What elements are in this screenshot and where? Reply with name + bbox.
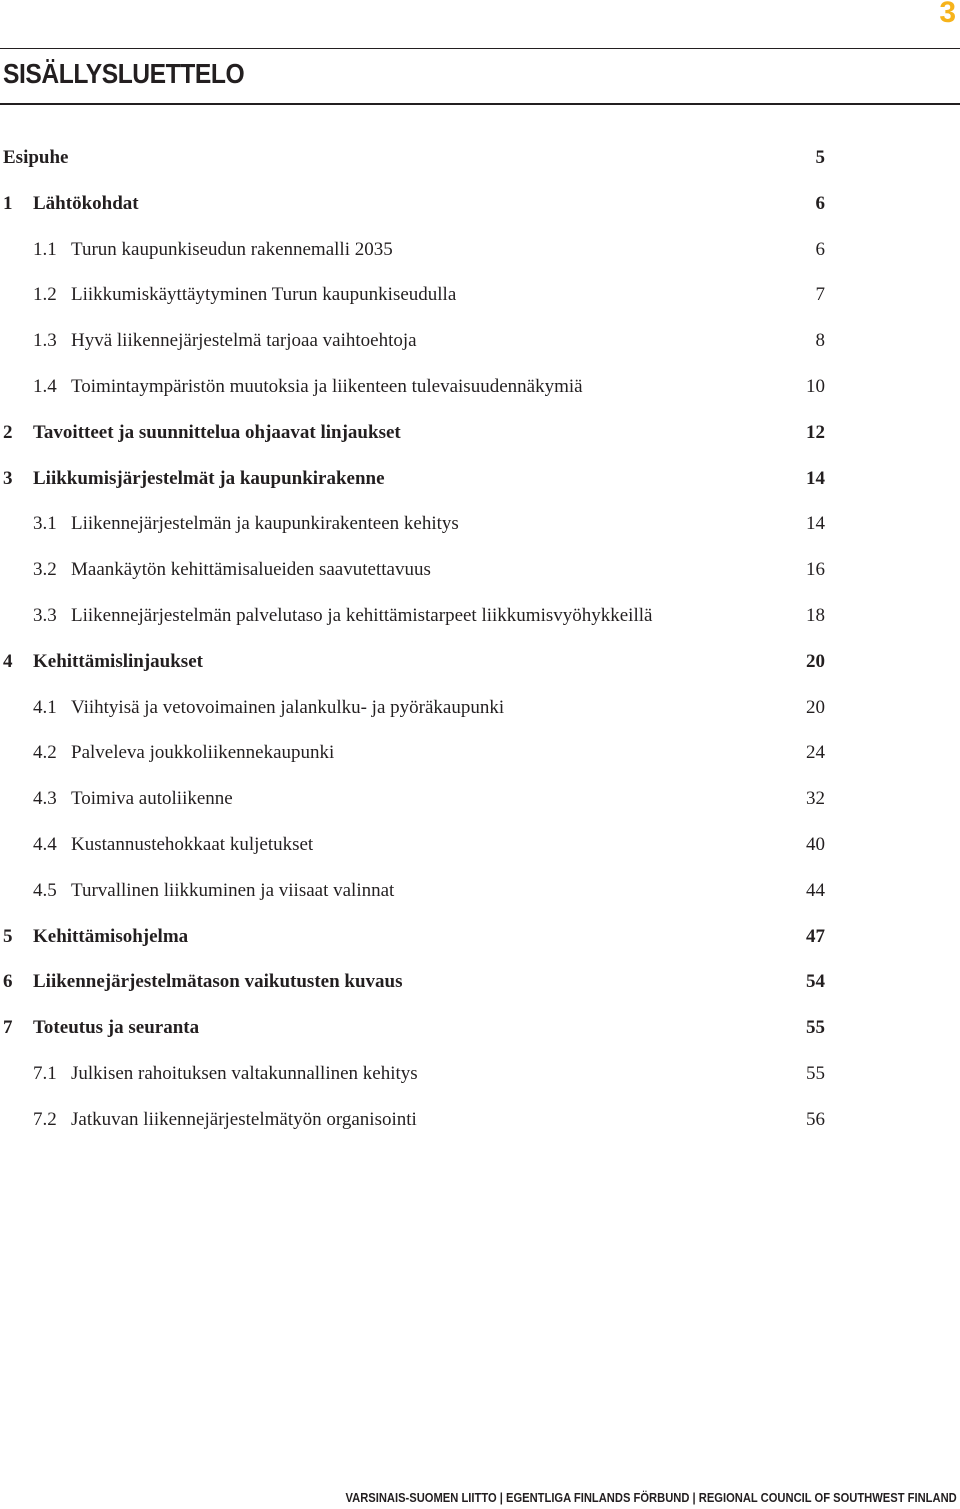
toc-entry-number: 3 (3, 467, 13, 489)
toc-entry-number: 1.4 (33, 375, 57, 397)
toc-entry-title: Maankäytön kehittämisalueiden saavutettavuus (71, 559, 431, 581)
toc-entry[interactable] (0, 547, 828, 593)
toc-entry-title: Liikkumiskäyttäytyminen Turun kaupunkiseudulla (71, 284, 457, 306)
toc-entry-page: 20 (806, 696, 825, 718)
table-of-contents (0, 135, 828, 1143)
toc-entry-title: Kehittämislinjaukset (33, 650, 203, 672)
toc-entry[interactable] (0, 959, 828, 1005)
toc-entry-title: Liikennejärjestelmätason vaikutusten kuvaus (33, 971, 403, 993)
title-rule (0, 103, 960, 105)
toc-entry-page: 55 (806, 1062, 825, 1084)
toc-entry-title: Liikennejärjestelmän palvelutaso ja kehittämistarpeet liikkumisvyöhykkeillä (71, 604, 653, 626)
toc-entry-page: 7 (815, 284, 825, 306)
toc-entry-title: Liikennejärjestelmän ja kaupunkirakenteen kehitys (71, 513, 459, 535)
toc-entry-number: 5 (3, 925, 13, 947)
page-number: 3 (939, 0, 956, 29)
toc-entry-title: Toteutus ja seuranta (33, 1017, 200, 1039)
toc-entry-number: 3.3 (33, 604, 57, 626)
toc-entry-page: 14 (806, 467, 825, 489)
toc-entry[interactable] (0, 318, 828, 364)
toc-entry-number: 2 (3, 421, 13, 443)
toc-entry-number: 6 (3, 971, 13, 993)
toc-entry-number: 4.1 (33, 696, 57, 718)
toc-entry-title: Turun kaupunkiseudun rakennemalli 2035 (71, 238, 393, 260)
toc-entry[interactable] (0, 1005, 828, 1051)
toc-entry-page: 18 (806, 604, 825, 626)
toc-entry-page: 5 (815, 147, 825, 168)
toc-entry[interactable] (0, 639, 828, 685)
toc-entry[interactable] (0, 456, 828, 502)
toc-entry-page: 32 (806, 788, 825, 810)
toc-entry-number: 3.2 (33, 559, 57, 581)
toc-entry-number: 1.3 (33, 330, 57, 352)
toc-entry-page: 55 (806, 1017, 825, 1039)
toc-entry-number: 7 (3, 1017, 13, 1039)
toc-entry-number: 4.4 (33, 833, 57, 855)
toc-entry-title: Esipuhe (3, 147, 69, 168)
toc-entry-number: 4.3 (33, 788, 57, 810)
toc-entry[interactable] (0, 730, 828, 776)
toc-entry-page: 12 (806, 421, 825, 443)
toc-entry-number: 7.2 (33, 1108, 57, 1130)
toc-entry[interactable] (0, 914, 828, 960)
toc-entry[interactable] (0, 364, 828, 410)
toc-entry-number: 4.2 (33, 742, 57, 764)
toc-entry-page: 14 (806, 513, 825, 535)
toc-entry-number: 4.5 (33, 879, 57, 901)
toc-entry[interactable] (0, 501, 828, 547)
toc-entry-page: 8 (815, 330, 825, 352)
toc-entry[interactable] (0, 135, 828, 181)
top-rule (0, 48, 960, 49)
toc-entry-number: 1.1 (33, 238, 57, 260)
toc-entry-number: 3.1 (33, 513, 57, 535)
toc-entry[interactable] (0, 227, 828, 273)
toc-entry[interactable] (0, 410, 828, 456)
toc-entry-title: Kustannustehokkaat kuljetukset (71, 833, 314, 855)
toc-entry-number: 1.2 (33, 284, 57, 306)
toc-entry-page: 56 (806, 1108, 825, 1130)
toc-entry-number: 4 (3, 650, 13, 672)
toc-entry[interactable] (0, 593, 828, 639)
toc-entry[interactable] (0, 181, 828, 227)
toc-entry-title: Tavoitteet ja suunnittelua ohjaavat linjaukset (33, 421, 401, 443)
toc-entry[interactable] (0, 1051, 828, 1097)
toc-entry-title: Kehittämisohjelma (33, 925, 189, 947)
toc-entry-title: Lähtökohdat (33, 192, 139, 214)
toc-entry-title: Julkisen rahoituksen valtakunnallinen kehitys (71, 1062, 418, 1084)
toc-entry-number: 1 (3, 192, 13, 214)
page-title: SISÄLLYSLUETTELO (3, 58, 245, 89)
toc-entry[interactable] (0, 685, 828, 731)
toc-entry-page: 40 (806, 833, 825, 855)
toc-entry-title: Jatkuvan liikennejärjestelmätyön organisointi (71, 1108, 417, 1130)
toc-entry-page: 6 (815, 238, 825, 260)
toc-entry[interactable] (0, 272, 828, 318)
toc-entry[interactable] (0, 822, 828, 868)
toc-entry-page: 20 (806, 650, 825, 672)
toc-entry-title: Liikkumisjärjestelmät ja kaupunkirakenne (33, 467, 385, 489)
toc-entry-title: Hyvä liikennejärjestelmä tarjoaa vaihtoehtoja (71, 330, 417, 352)
toc-entry-page: 24 (806, 742, 825, 764)
toc-entry-title: Turvallinen liikkuminen ja viisaat valinnat (71, 879, 395, 901)
toc-entry-title: Toimintaympäristön muutoksia ja liikenteen tulevaisuudennäkymiä (71, 375, 583, 397)
toc-entry[interactable] (0, 868, 828, 914)
toc-entry-title: Viihtyisä ja vetovoimainen jalankulku- ja pyöräkaupunki (71, 696, 505, 718)
toc-entry-page: 54 (806, 971, 825, 993)
toc-entry-page: 6 (815, 192, 825, 214)
toc-entry-page: 44 (806, 879, 825, 901)
toc-entry-title: Palveleva joukkoliikennekaupunki (71, 742, 335, 764)
toc-entry-page: 16 (806, 559, 825, 581)
toc-entry-title: Toimiva autoliikenne (71, 788, 233, 810)
toc-entry-page: 10 (806, 375, 825, 397)
footer-organizations: VARSINAIS-SUOMEN LIITTO | EGENTLIGA FINLANDS FÖRBUND | REGIONAL COUNCIL OF SOUTHWEST FINLAND (345, 1490, 957, 1505)
toc-entry[interactable] (0, 776, 828, 822)
toc-entry-number: 7.1 (33, 1062, 57, 1084)
toc-entry-page: 47 (806, 925, 825, 947)
toc-entry[interactable] (0, 1097, 828, 1143)
